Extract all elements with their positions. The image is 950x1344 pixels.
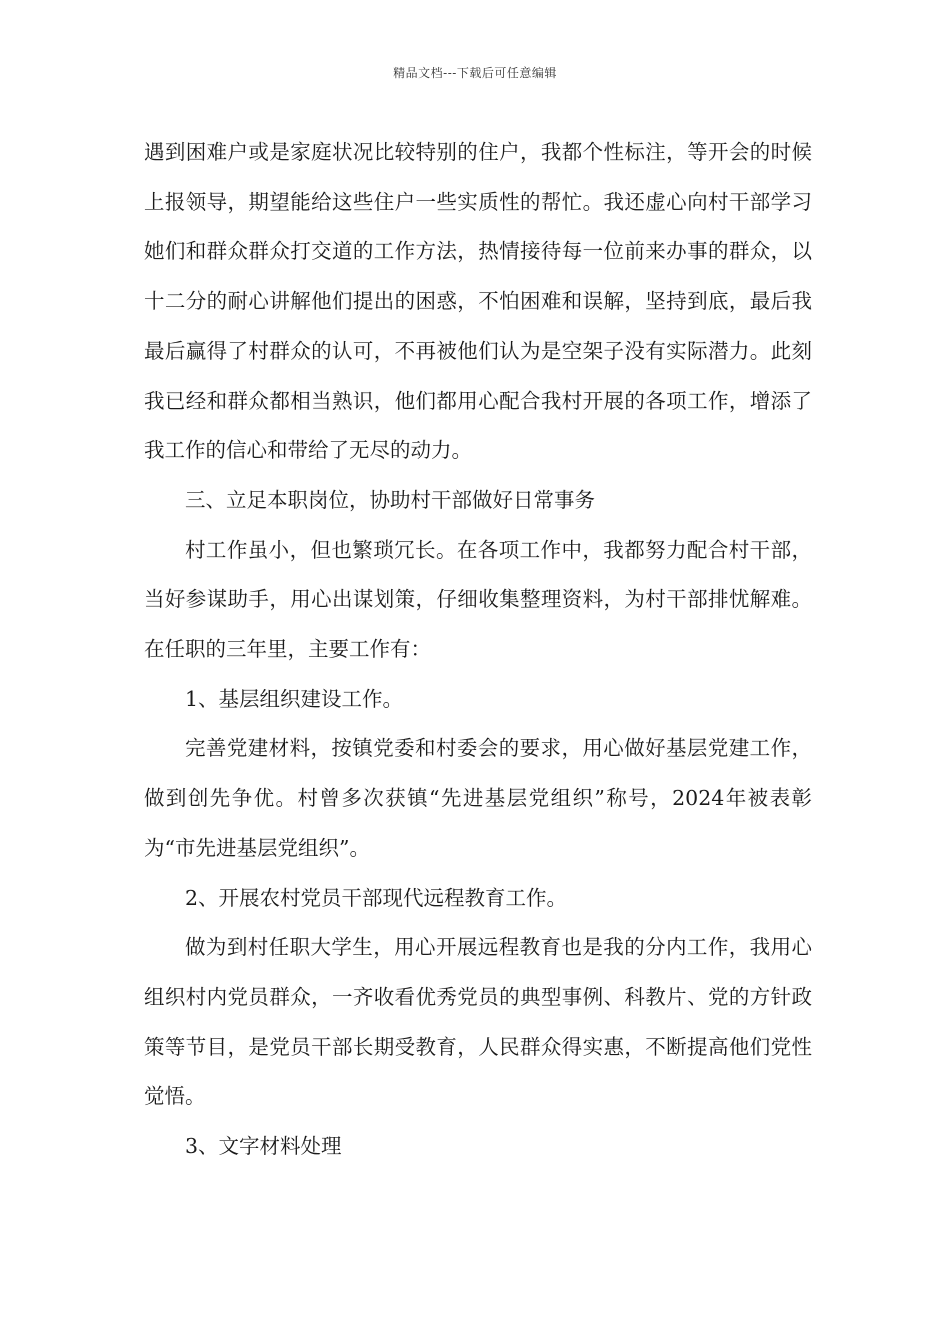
list-item-1-heading: 1、基层组织建设工作。	[185, 686, 404, 711]
list-item-3-heading: 3、文字材料处理	[185, 1134, 342, 1159]
paragraph-continuation: 遇到困难户或是家庭状况比较特别的住户，我都个性标注，等开会的时候上报领导，期望能给这些住户一些实质性的帮忙。我还虚心向村干部学习她们和群众群众打交道的工作方法，热情接待每一位前来办事的群众，以十二分的耐心讲解他们提出的困惑，不怕困难和误解，坚持到底，最后我最后赢得了村群众的认可，不再被他们认为是空架子没有实际潜力。此刻我已经和群众都相当熟识，他们都用心配合我村开展的各项工作，增添了我工作的信心和带给了无尽的动力。	[144, 140, 812, 463]
list-item-2-heading: 2、开展农村党员干部现代远程教育工作。	[185, 885, 568, 910]
section-heading-3: 三、立足本职岗位，协助村干部做好日常事务	[185, 487, 595, 512]
list-item-1-body: 完善党建材料，按镇党委和村委会的要求，用心做好基层党建工作，做到创先争优。村曾多次获镇“先进基层党组织”称号，2024年被表彰为“市先进基层党组织”。	[144, 736, 812, 860]
paragraph-intro: 村工作虽小，但也繁琐冗长。在各项工作中，我都努力配合村干部，当好参谋助手，用心出谋划策，仔细收集整理资料，为村干部排忧解难。在任职的三年里，主要工作有：	[144, 537, 812, 662]
document-body	[144, 128, 812, 1172]
list-item-2-body: 做为到村任职大学生，用心开展远程教育也是我的分内工作，我用心组织村内党员群众，一齐收看优秀党员的典型事例、科教片、党的方针政策等节目，是党员干部长期受教育，人民群众得实惠，不断提高他们党性觉悟。	[144, 935, 812, 1109]
page-header: 精品文档---下载后可任意编辑	[393, 66, 557, 80]
